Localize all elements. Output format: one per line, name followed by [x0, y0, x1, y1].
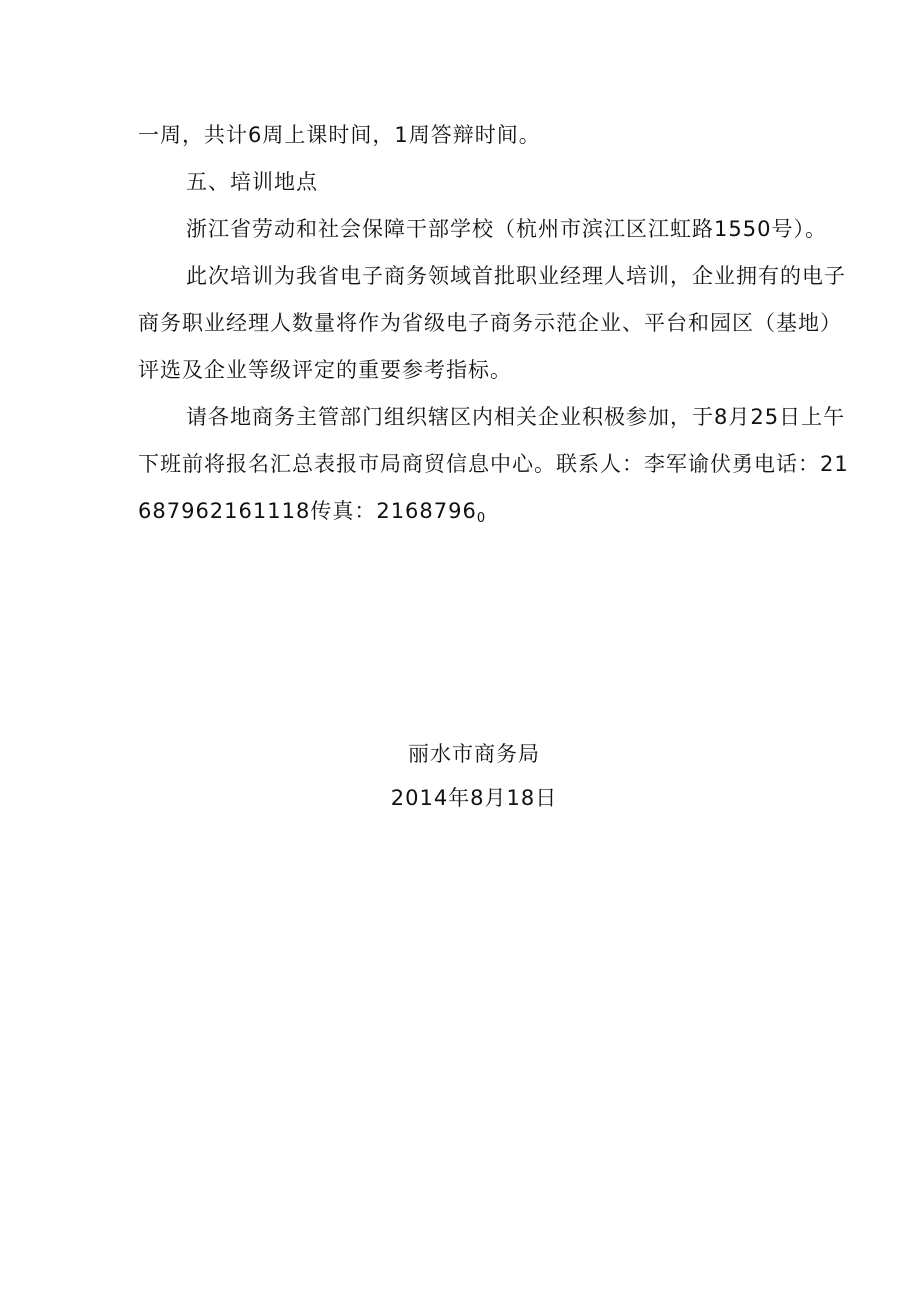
signature-organization: 丽水市商务局: [408, 742, 540, 766]
paragraph-training-significance: 此次培训为我省电子商务领域首批职业经理人培训，企业拥有的电子商务职业经理人数量将作为省级电子商务示范企业、平台和园区（基地）评选及企业等级评定的重要参考指标。: [138, 264, 846, 382]
paragraph-location: 浙江省劳动和社会保障干部学校（杭州市滨江区江虹路1550号）。: [186, 217, 827, 241]
document-body: [138, 112, 860, 542]
paragraph-schedule: 一周，共计6周上课时间，1周答辩时间。: [138, 123, 541, 147]
section-heading-location: 五、培训地点: [186, 170, 318, 194]
signature-block: [0, 732, 920, 820]
signature-date: 2014年8月18日: [390, 786, 558, 810]
registration-notice-trailing-char: 0: [476, 511, 487, 526]
paragraph-registration-notice: [138, 394, 860, 542]
registration-notice-text: 请各地商务主管部门组织辖区内相关企业积极参加，于8月25日上午下班前将报名汇总表报市局商贸信息中心。联系人：李军谕伏勇电话：21687962161118传真：2168796: [138, 405, 849, 523]
